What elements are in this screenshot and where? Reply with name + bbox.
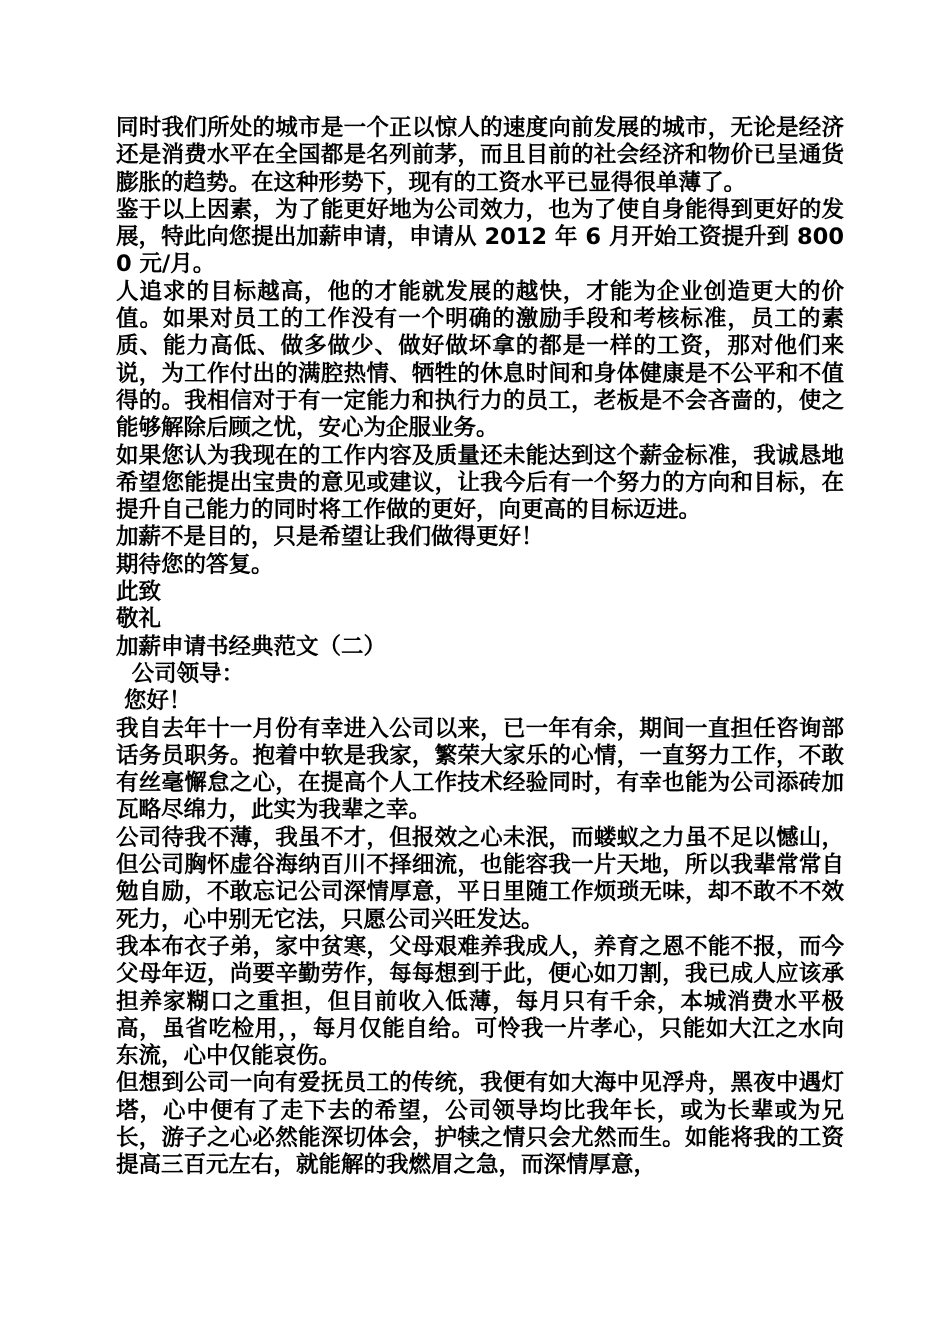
document-body: [116, 115, 844, 1180]
salutation: 公司领导：: [116, 660, 245, 687]
greeting: 您好！: [116, 688, 192, 715]
section-title: 加薪申请书经典范文（二）: [116, 633, 387, 660]
paragraph: 但想到公司一向有爱抚员工的传统，我便有如大海中见浮舟，黑夜中遇灯塔，心中便有了走下去的希望，公司领导均比我年长，或为长辈或为兄长，游子之心必然能深切体会，护犊之情只会尤然而生。如能将我的工资提高三百元左右，就能解的我燃眉之急，而深情厚意，: [116, 1070, 844, 1179]
paragraph: 公司待我不薄，我虽不才，但报效之心未泯，而蝼蚁之力虽不足以憾山，但公司胸怀虚谷海纳百川不择细流，也能容我一片天地，所以我辈常常自勉自励，不敢忘记公司深情厚意，平日里随工作烦琐无味，却不敢不不效死力，心中别无它法，只愿公司兴旺发达。: [116, 824, 844, 933]
paragraph: 如果您认为我现在的工作内容及质量还未能达到这个薪金标准，我诚恳地希望您能提出宝贵的意见或建议，让我今后有一个努力的方向和目标，在提升自己能力的同时将工作做的更好，向更高的目标迈进。: [116, 442, 844, 524]
paragraph: 同时我们所处的城市是一个正以惊人的速度向前发展的城市，无论是经济还是消费水平在全国都是名列前茅，而且目前的社会经济和物价已呈通货膨胀的趋势。在这种形势下，现有的工资水平已显得很单薄了。: [116, 115, 844, 196]
paragraph: 我自去年十一月份有幸进入公司以来，已一年有余，期间一直担任咨询部话务员职务。抱着中软是我家，繁荣大家乐的心情，一直努力工作，不敢有丝毫懈怠之心，在提高个人工作技术经验同时，有幸也能为公司添砖加瓦略尽绵力，此实为我辈之幸。: [116, 715, 844, 824]
paragraph: 期待您的答复。: [116, 551, 274, 578]
paragraph: 我本布衣子弟，家中贫寒，父母艰难养我成人，养育之恩不能不报，而今父母年迈，尚要辛勤劳作，每每想到于此，便心如刀割，我已成人应该承担养家糊口之重担，但目前收入低薄，每月只有千余，本城消费水平极高，虽省吃检用，，每月仅能自给。可怜我一片孝心，只能如大江之水向东流，心中仅能哀伤。: [116, 933, 844, 1070]
paragraph: 加薪不是目的，只是希望让我们做得更好！: [116, 524, 544, 551]
closing-line: 敬礼: [116, 606, 162, 633]
paragraph: 人追求的目标越高，他的才能就发展的越快，才能为企业创造更大的价值。如果对员工的工作没有一个明确的激励手段和考核标准，员工的素质、能力高低、做多做少、做好做坏拿的都是一样的工资，那对他们来说，为工作付出的满腔热情、牺牲的休息时间和身体健康是不公平和不值得的。我相信对于有一定能力和执行力的员工，老板是不会吝啬的，使之能够解除后顾之忧，安心为企服业务。: [116, 278, 844, 442]
paragraph: 鉴于以上因素，为了能更好地为公司效力，也为了使自身能得到更好的发展，特此向您提出加薪申请，申请从 2012 年 6 月开始工资提升到 8000 元/月。: [116, 196, 844, 278]
closing-line: 此致: [116, 579, 162, 606]
